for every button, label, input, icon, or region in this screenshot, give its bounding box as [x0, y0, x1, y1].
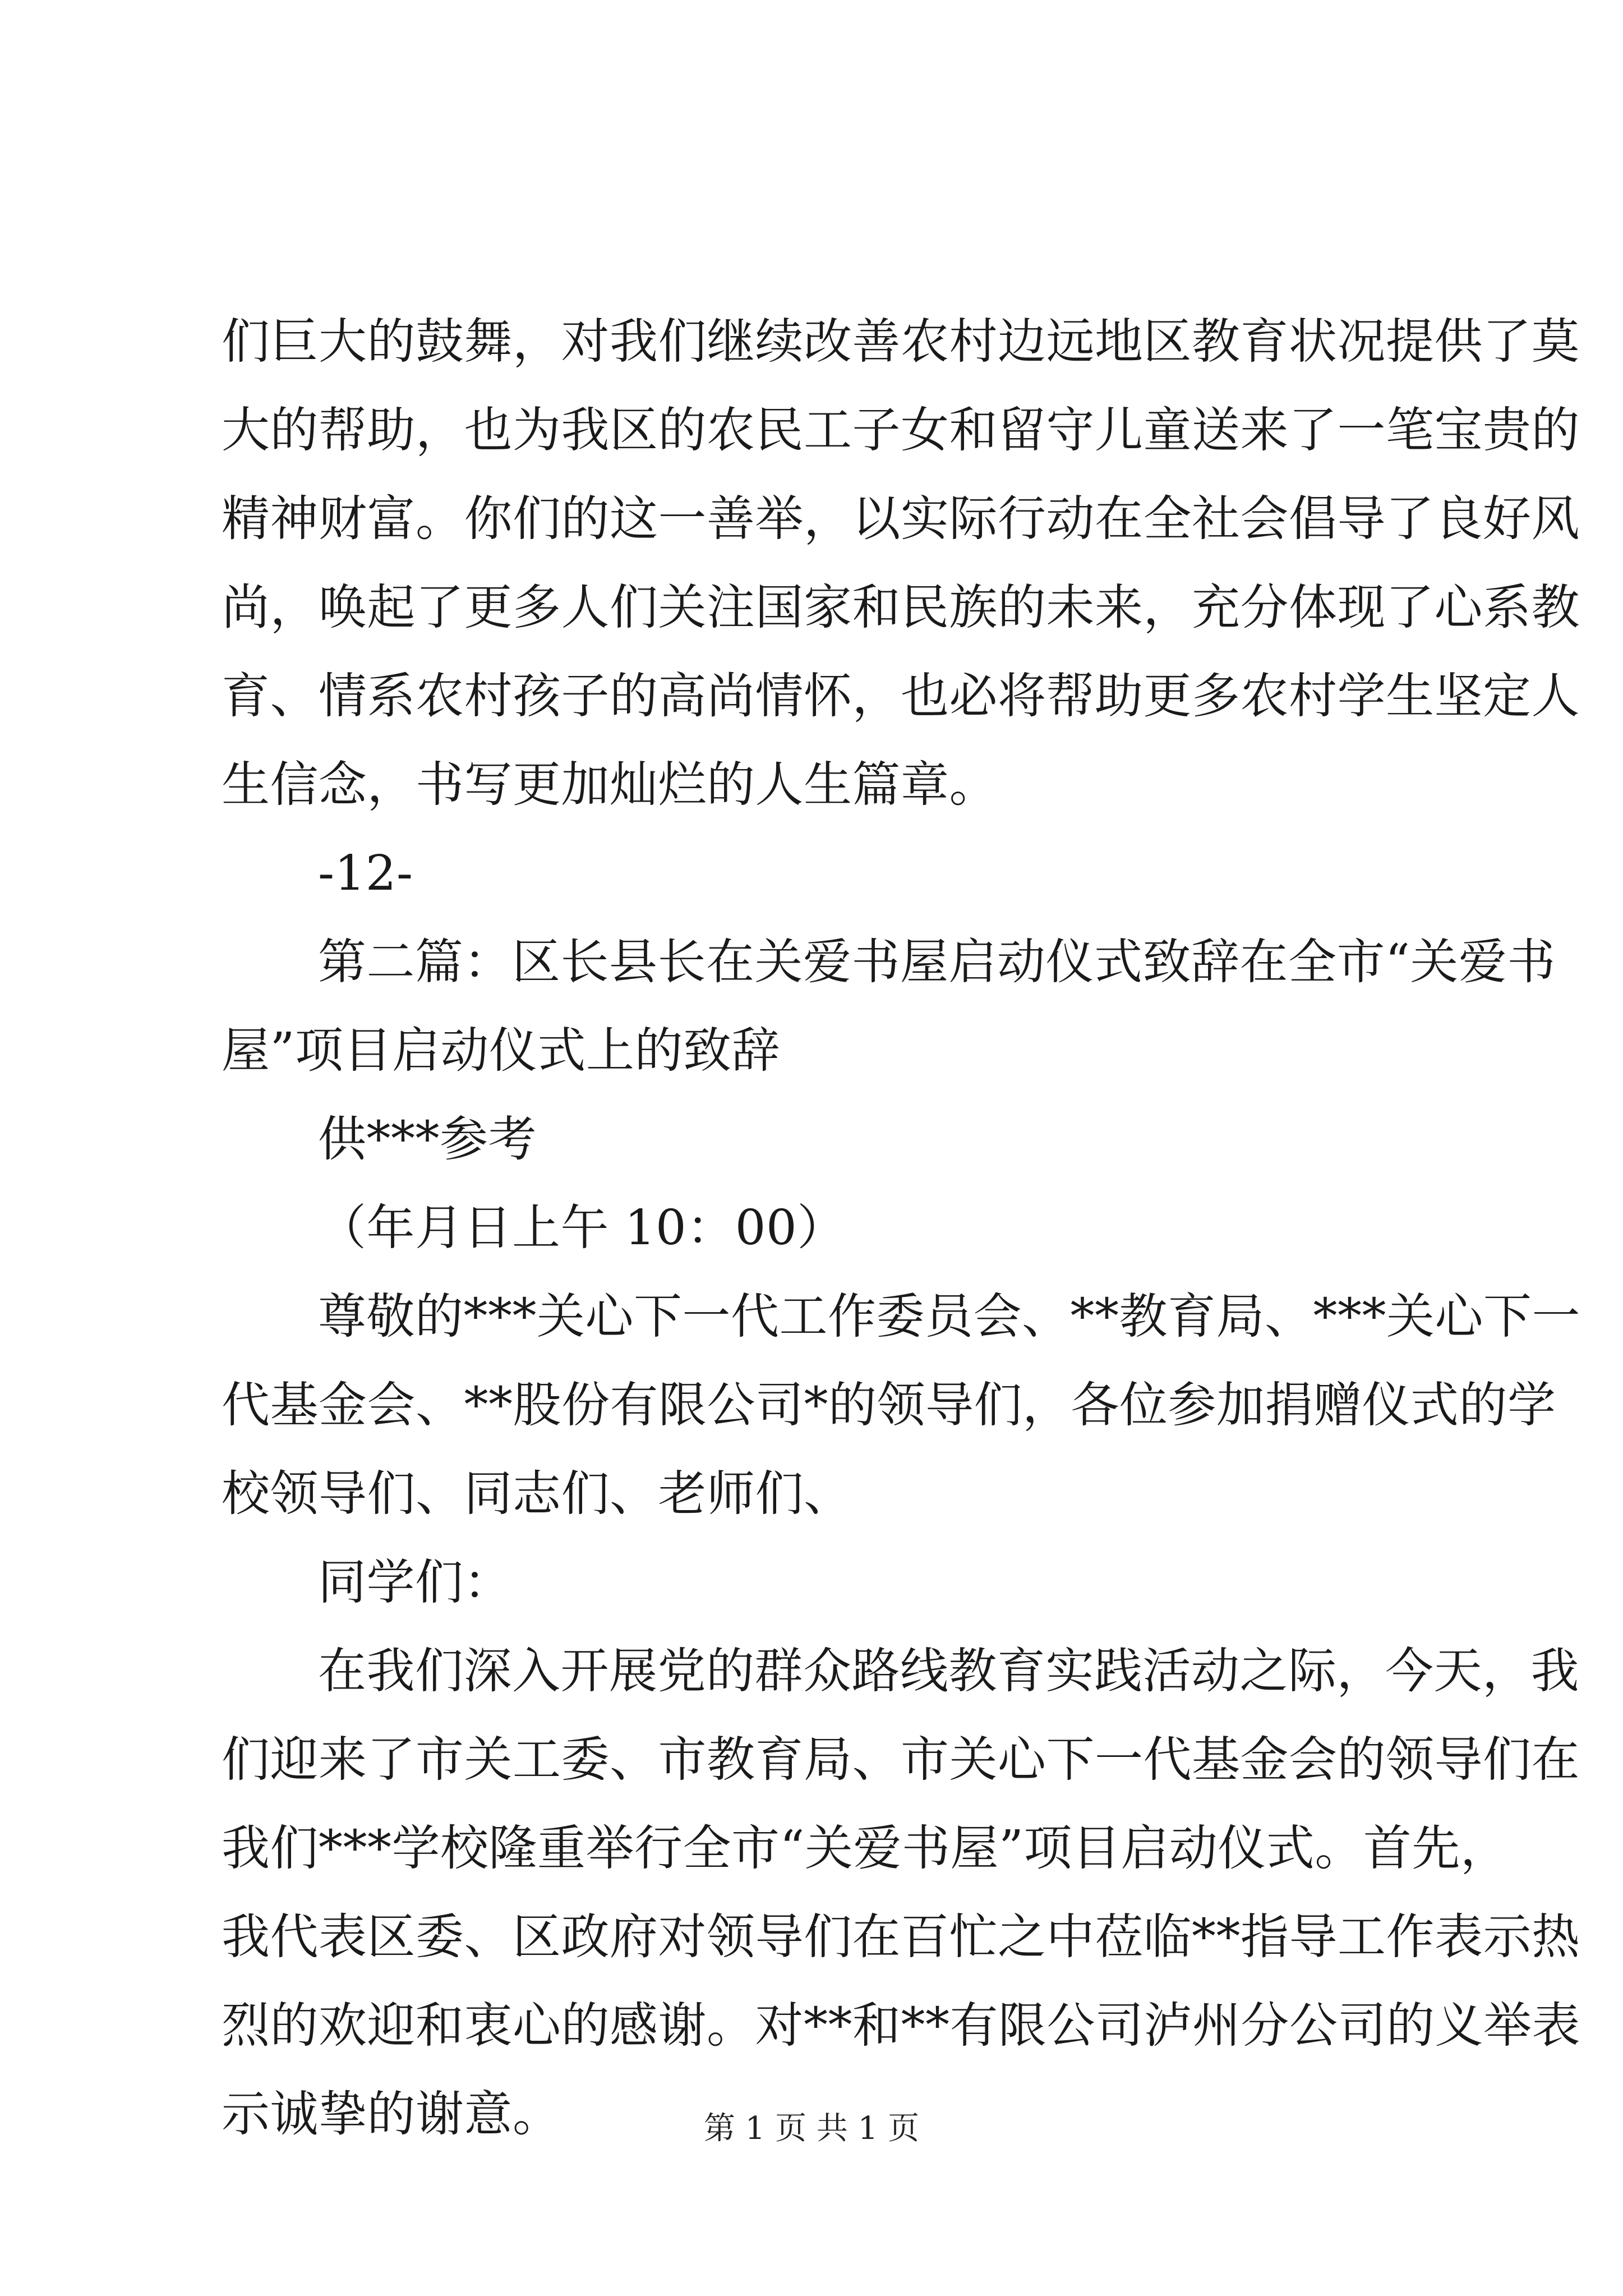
body-line: 育、情系农村孩子的高尚情怀，也必将帮助更多农村学生坚定人	[222, 668, 1580, 724]
body-line: 我代表区委、区政府对领导们在百忙之中莅临**指导工作表示热	[222, 1909, 1580, 1965]
body-line: 们巨大的鼓舞，对我们继续改善农村边远地区教育状况提供了莫	[222, 314, 1580, 370]
page-number-marker: -12-	[318, 845, 413, 901]
body-line: 在我们深入开展党的群众路线教育实践活动之际，今天，我	[318, 1643, 1579, 1699]
salutation-line: 同学们：	[318, 1554, 512, 1611]
body-line: 烈的欢迎和衷心的感谢。对**和**有限公司泸州分公司的义举表	[222, 1998, 1580, 2054]
date-time-line: （年月日上午 10：00）	[318, 1200, 846, 1256]
section-heading: 第二篇：区长县长在关爱书屋启动仪式致辞在全市“关爱书	[318, 934, 1556, 990]
document-body	[222, 297, 1580, 2159]
page-footer: 第 1 页 共 1 页	[703, 2110, 920, 2147]
body-line: 大的帮助，也为我区的农民工子女和留守儿童送来了一笔宝贵的	[222, 402, 1580, 458]
body-line: 尚，唤起了更多人们关注国家和民族的未来，充分体现了心系教	[222, 579, 1580, 636]
body-line: 我们***学校隆重举行全市“关爱书屋”项目启动仪式。首先，	[222, 1820, 1509, 1876]
body-line: 示诚挚的谢意。	[222, 2086, 561, 2142]
salutation-line: 校领导们、同志们、老师们、	[222, 1466, 852, 1522]
salutation-line: 代基金会、**股份有限公司*的领导们，各位参加捐赠仪式的学	[222, 1377, 1556, 1433]
body-line: 精神财富。你们的这一善举，以实际行动在全社会倡导了良好风	[222, 491, 1580, 547]
reference-note: 供***参考	[318, 1111, 537, 1167]
salutation-line: 尊敬的***关心下一代工作委员会、**教育局、***关心下一	[318, 1289, 1580, 1345]
body-line: 们迎来了市关工委、市教育局、市关心下一代基金会的领导们在	[222, 1732, 1580, 1788]
section-heading-continued: 屋”项目启动仪式上的致辞	[222, 1023, 780, 1079]
body-line: 生信念，书写更加灿烂的人生篇章。	[222, 757, 998, 813]
